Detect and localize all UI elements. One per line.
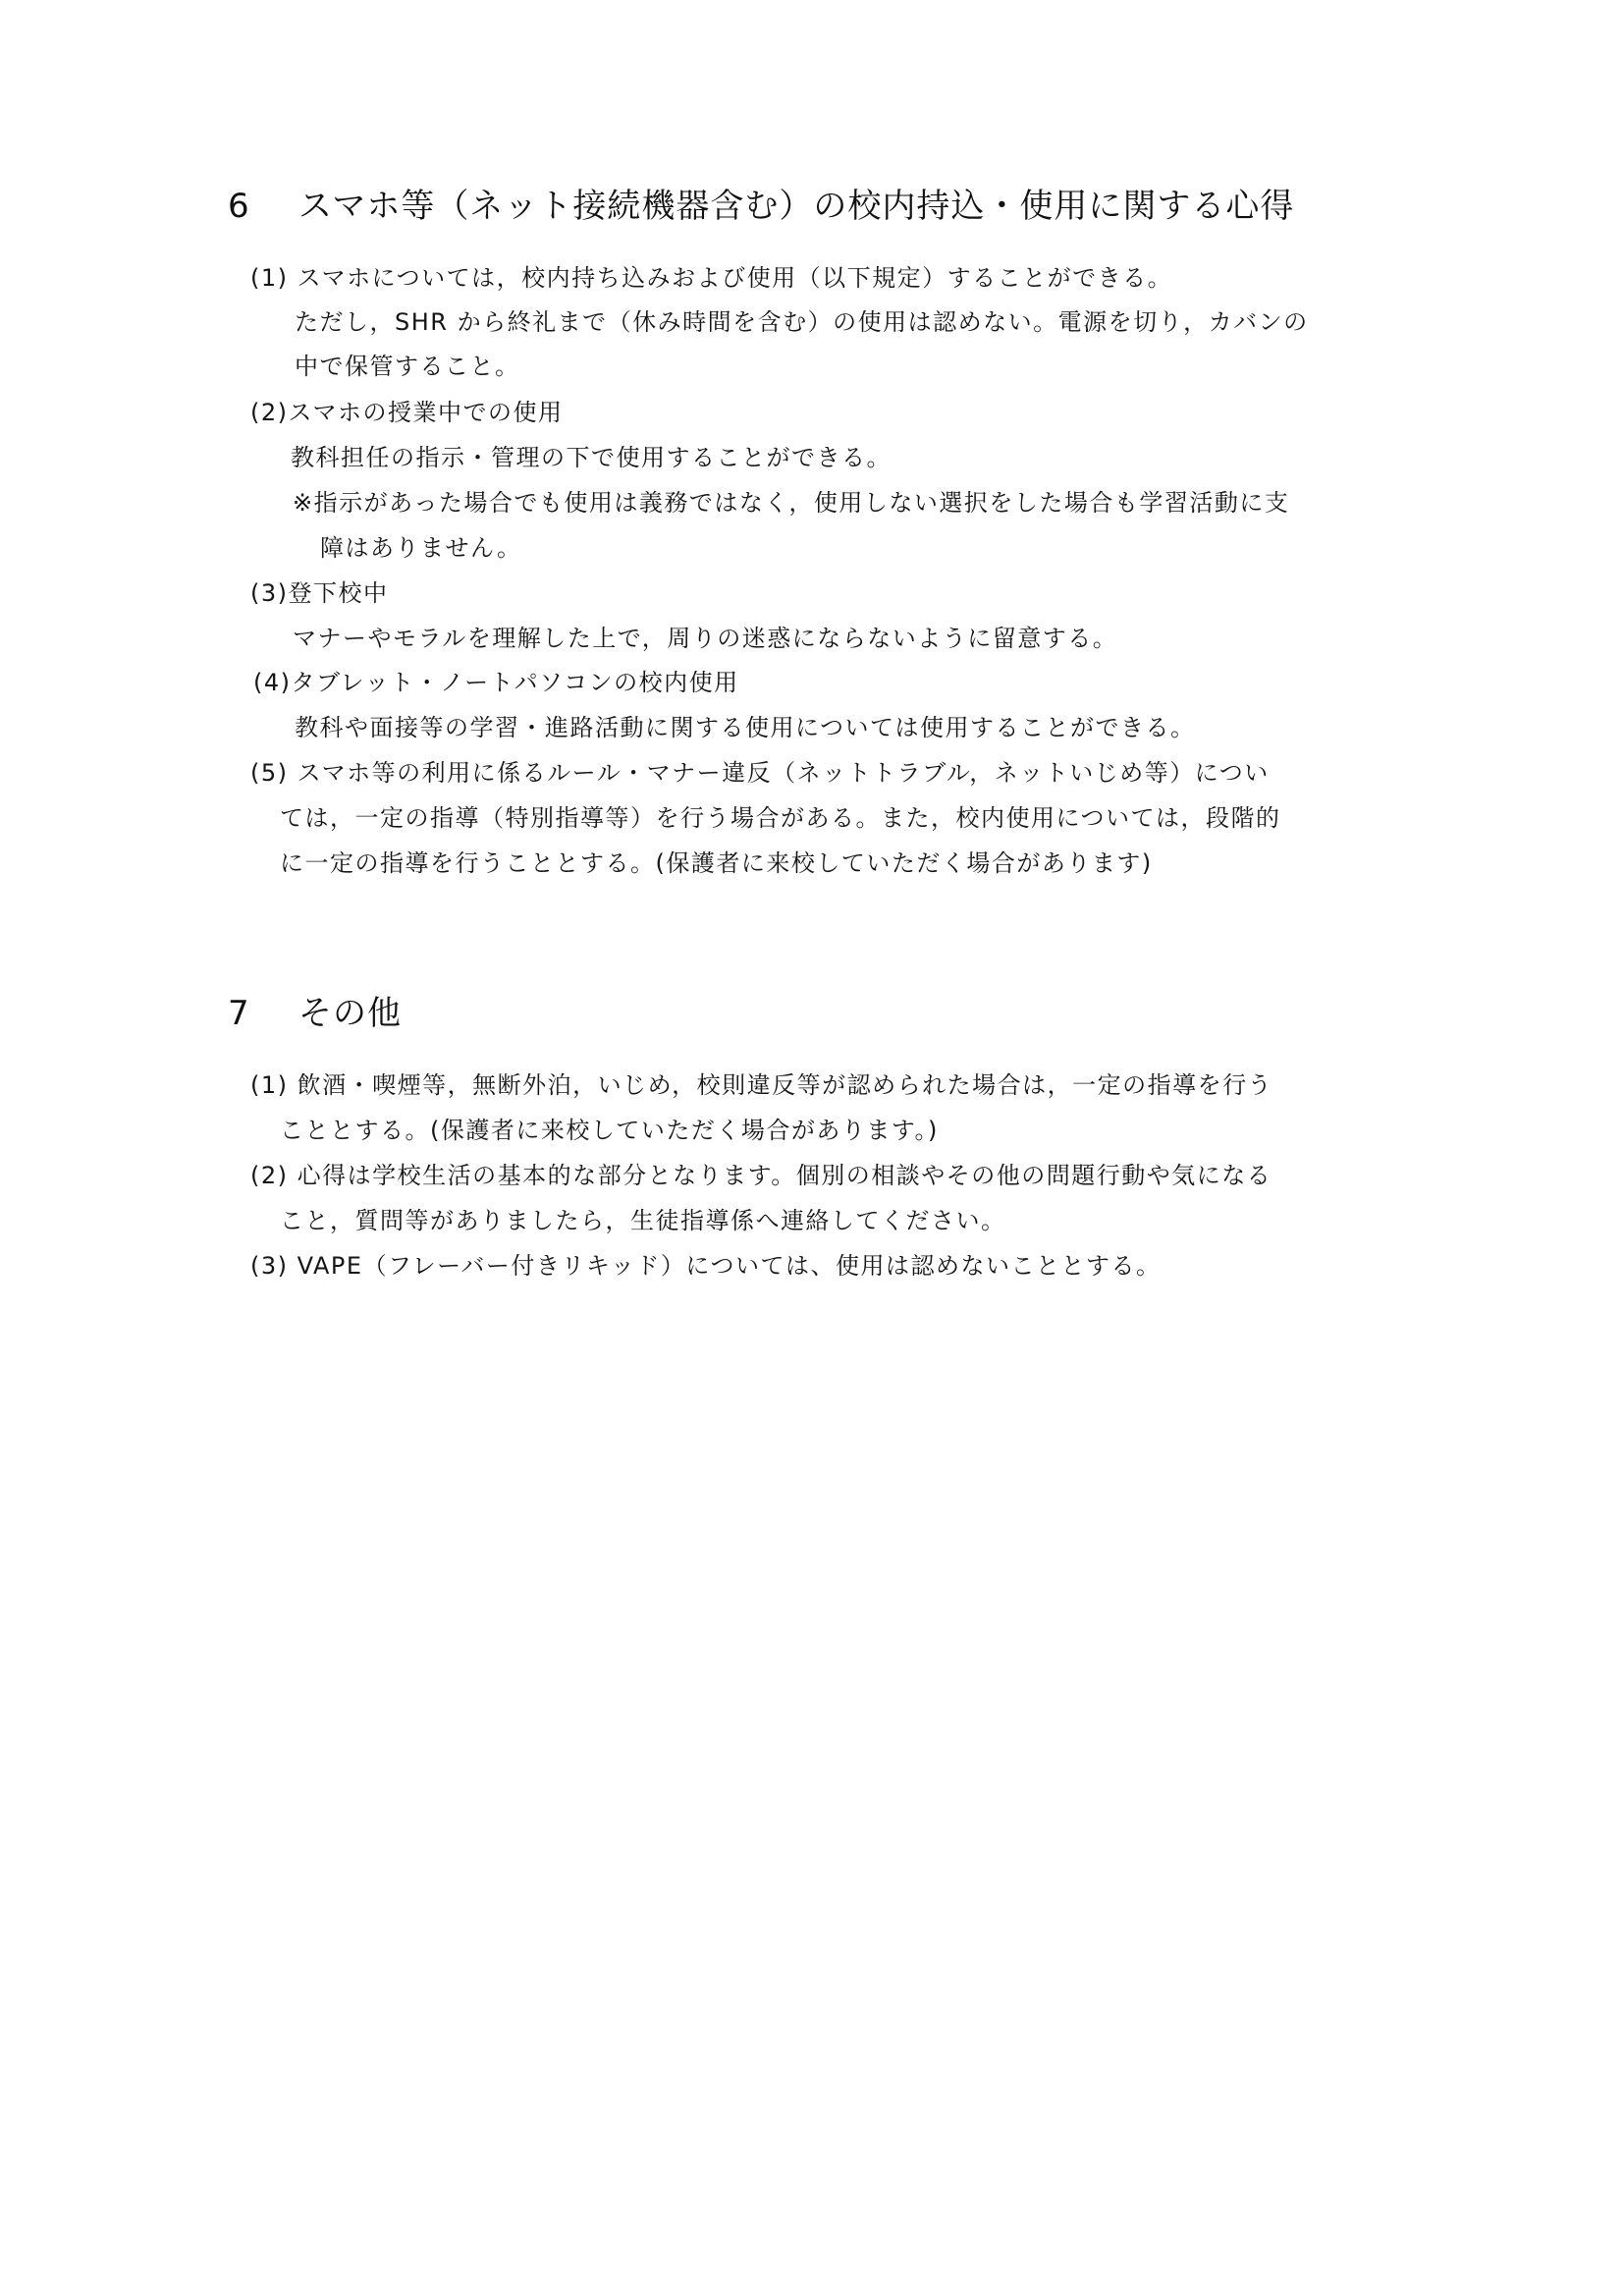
rule-6-1-cont: ただし，SHR から終礼まで（休み時間を含む）の使用は認めない。電源を切り，カバンの bbox=[295, 308, 1309, 336]
rule-6-5-cont: に一定の指導を行うこととする。(保護者に来校していただく場合があります) bbox=[280, 849, 1153, 877]
rule-7-3: (3) VAPE（フレーバー付きリキッド）については、使用は認めないこととする。 bbox=[250, 1252, 1162, 1280]
rule-6-2-body: 教科担任の指示・管理の下で使用することができる。 bbox=[291, 444, 892, 471]
section-title: スマホ等（ネット接続機器含む）の校内持込・使用に関する心得 bbox=[298, 187, 1295, 226]
section-title: その他 bbox=[298, 994, 402, 1033]
rule-6-4: (4)タブレット・ノートパソコンの校内使用 bbox=[253, 669, 739, 696]
rule-7-1-cont: こととする。(保護者に来校していただく場合があります。) bbox=[280, 1117, 939, 1144]
rule-6-5-cont: ては，一定の指導（特別指導等）を行う場合がある。また，校内使用については，段階的 bbox=[280, 804, 1281, 832]
rule-7-1: (1) 飲酒・喫煙等，無断外泊，いじめ，校則違反等が認められた場合は，一定の指導を行う bbox=[250, 1071, 1273, 1099]
section-number: 6 bbox=[228, 187, 250, 226]
rule-7-2: (2) 心得は学校生活の基本的な部分となります。個別の相談やその他の問題行動や気になる bbox=[250, 1162, 1272, 1189]
rule-6-2-note: ※指示があった場合でも使用は義務ではなく，使用しない選択をした場合も学習活動に支 bbox=[293, 489, 1290, 517]
rule-6-2-note-cont: 障はありません。 bbox=[320, 534, 522, 562]
section-number: 7 bbox=[228, 994, 250, 1033]
rule-6-3: (3)登下校中 bbox=[250, 579, 389, 607]
rule-6-4-body: 教科や面接等の学習・進路活動に関する使用については使用することができる。 bbox=[295, 714, 1196, 741]
section-6-heading bbox=[228, 187, 1294, 226]
rule-6-1-cont: 中で保管すること。 bbox=[295, 353, 520, 380]
rule-6-1: (1) スマホについては，校内持ち込みおよび使用（以下規定）することができる。 bbox=[250, 264, 1173, 292]
rule-7-2-cont: こと，質問等がありましたら，生徒指導係へ連絡してください。 bbox=[280, 1207, 1006, 1234]
rule-6-3-body: マナーやモラルを理解した上で，周りの迷惑にならないように留意する。 bbox=[293, 625, 1118, 652]
section-7-heading bbox=[228, 994, 402, 1033]
rule-6-2: (2)スマホの授業中での使用 bbox=[250, 399, 564, 426]
rule-6-5: (5) スマホ等の利用に係るルール・マナー違反（ネットトラブル，ネットいじめ等）につい bbox=[250, 759, 1270, 787]
